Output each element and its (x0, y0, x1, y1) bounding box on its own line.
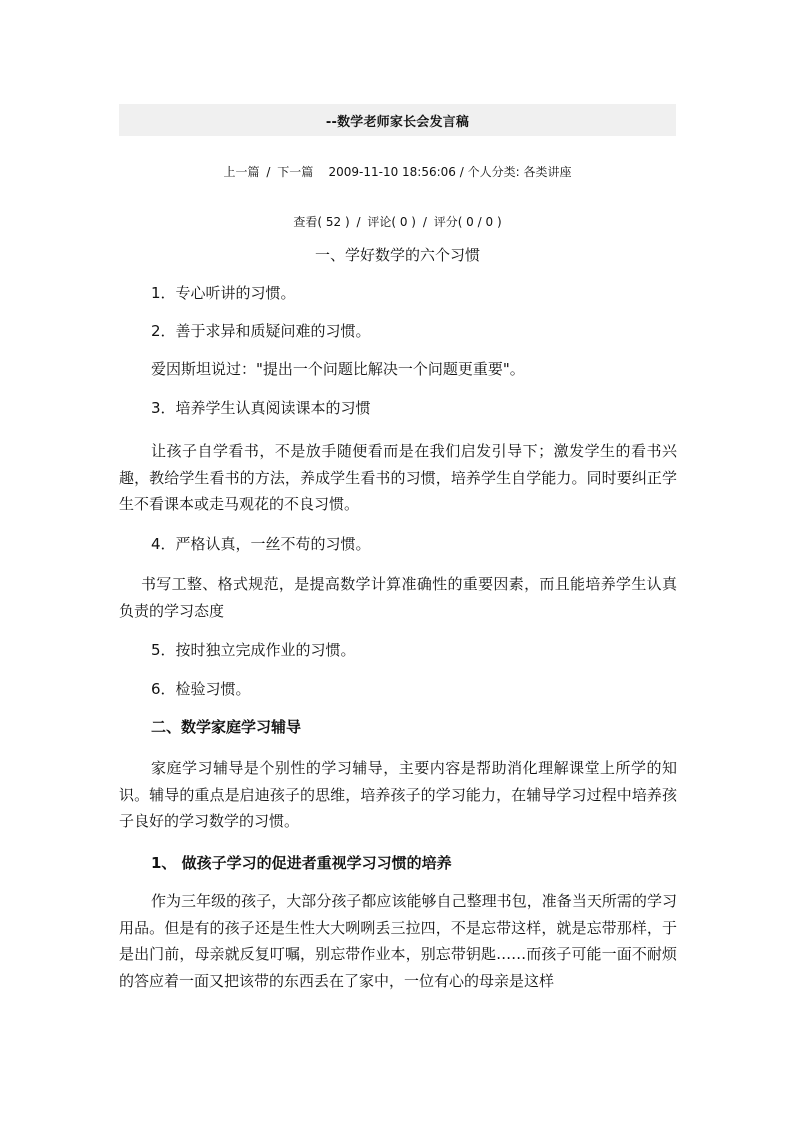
paragraph: 2．善于求异和质疑问难的习惯。 (151, 322, 371, 340)
paragraph: 书写工整、格式规范，是提高数学计算准确性的重要因素，而且能培养学生认真负责的学习态度 (119, 575, 677, 620)
nav-separator: / (266, 165, 271, 179)
paragraph: 5．按时独立完成作业的习惯。 (151, 641, 356, 659)
stats-separator: / (356, 215, 361, 229)
article-title-bar (119, 104, 676, 136)
view-count: 查看( 52 ) (293, 215, 350, 229)
paragraph: 让孩子自学看书，不是放手随便看而是在我们启发引导下；激发学生的看书兴趣，教给学生看书的方法，养成学生看书的习惯，培养学生自学能力。同时要纠正学生不看课本或走马观花的不良习惯。 (119, 442, 677, 513)
next-article-link[interactable]: 下一篇 (277, 165, 314, 179)
paragraph: 作为三年级的孩子，大部分孩子都应该能够自己整理书包，准备当天所需的学习用品。但是有的孩子还是生性大大咧咧丢三拉四，不是忘带这样，就是忘带那样，于是出门前，母亲就反复叮嘱，别忘带作业本，别忘带钥匙……而孩子可能一面不耐烦的答应着一面又把该带的东西丢在了家中，一位有心的母亲是这样 (119, 892, 677, 990)
rating-count: 评分( 0 / 0 ) (433, 215, 502, 229)
prev-article-link[interactable]: 上一篇 (223, 165, 260, 179)
paragraph: 1．专心听讲的习惯。 (151, 284, 296, 302)
category-label: / 个人分类: (459, 165, 520, 179)
section-heading-1: 一、学好数学的六个习惯 (314, 246, 480, 264)
post-datetime: 2009-11-10 18:56:06 (328, 165, 456, 179)
paragraph: 3．培养学生认真阅读课本的习惯 (151, 399, 371, 417)
subsection-heading: 1、 做孩子学习的促进者重视学习习惯的培养 (151, 854, 452, 872)
category-link[interactable]: 各类讲座 (523, 165, 572, 179)
comment-count[interactable]: 评论( 0 ) (367, 215, 416, 229)
article-nav-line (119, 163, 676, 180)
paragraph: 4．严格认真，一丝不苟的习惯。 (151, 535, 371, 553)
article-title: --数学老师家长会发言稿 (325, 114, 470, 130)
stats-separator: / (422, 215, 427, 229)
paragraph: 6．检验习惯。 (151, 680, 251, 698)
article-stats-line (119, 213, 676, 230)
section-heading-2: 二、数学家庭学习辅导 (151, 718, 302, 736)
paragraph: 家庭学习辅导是个别性的学习辅导，主要内容是帮助消化理解课堂上所学的知识。辅导的重点是启迪孩子的思维，培养孩子的学习能力，在辅导学习过程中培养孩子良好的学习数学的习惯。 (119, 759, 677, 830)
paragraph: 爱因斯坦说过："提出一个问题比解决一个问题更重要"。 (151, 360, 525, 378)
